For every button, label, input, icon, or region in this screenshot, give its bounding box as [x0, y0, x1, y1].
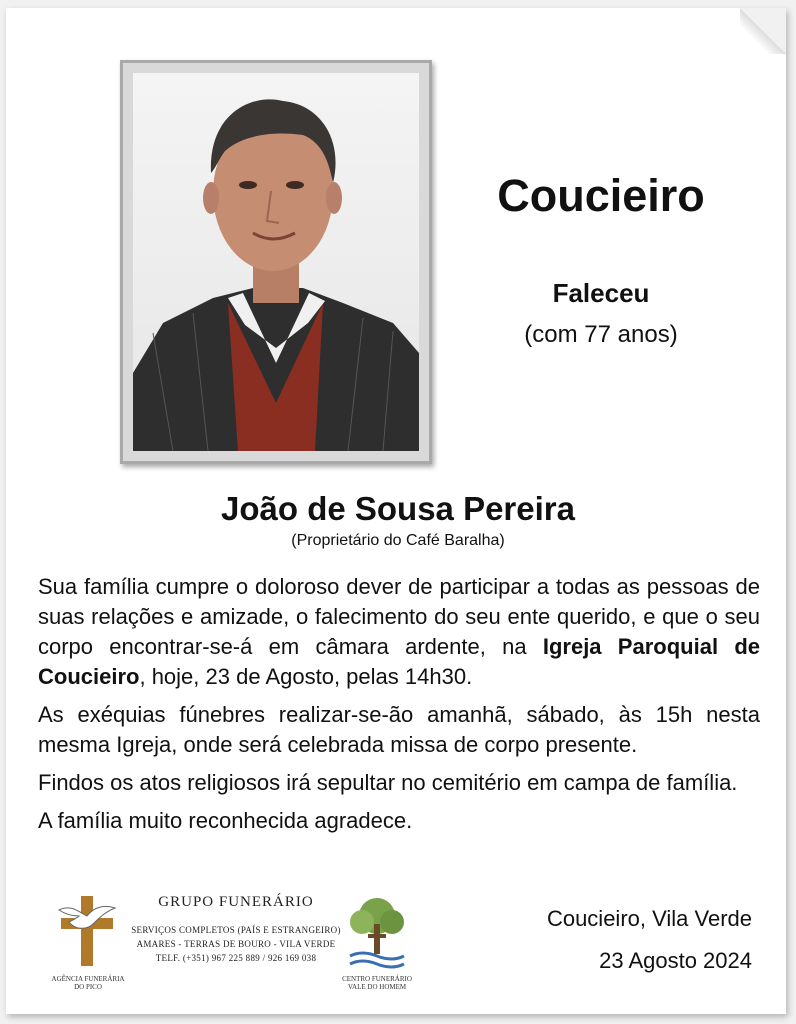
agency-logo-left [40, 890, 136, 991]
paragraph-1 [38, 572, 760, 692]
full-name: João de Sousa Pereira [221, 490, 575, 527]
group-locations: AMARES - TERRAS DE BOURO - VILA VERDE [136, 939, 336, 949]
obituary-card [6, 8, 786, 1014]
date-text: 23 Agosto 2024 [599, 948, 752, 973]
funeral-group-info [126, 894, 346, 965]
paragraph-2: As exéquias fúnebres realizar-se-ão amanhã, sábado, às 15h nesta mesma Igreja, onde será celebrada missa de corpo presente. [38, 702, 760, 757]
announcement-text [38, 572, 760, 844]
page-corner-fold [740, 8, 786, 54]
death-status: Faleceu [552, 278, 650, 308]
tree-icon [342, 894, 412, 970]
right-logo-caption-1: CENTRO FUNERÁRIO [342, 975, 412, 983]
paragraph-3: Findos os atos religiosos irá sepultar no cemitério em campa de família. [38, 770, 738, 795]
occupation-text: (Proprietário do Café Baralha) [291, 532, 505, 549]
paragraph-1-part-2: , hoje, 23 de Agosto, pelas 14h30. [139, 664, 473, 689]
cross-dove-icon [53, 890, 123, 970]
left-logo-caption-2: DO PICO [74, 983, 102, 991]
surname-heading: Coucieiro [497, 170, 705, 221]
agency-logo-right [332, 894, 422, 991]
paragraph-4: A família muito reconhecida agradece. [38, 808, 413, 833]
right-logo-caption-2: VALE DO HOMEM [347, 983, 407, 991]
place-text: Coucieiro, Vila Verde [546, 906, 752, 931]
age-text: (com 77 anos) [524, 321, 678, 348]
paragraph-1-part-1: Sua família cumpre o doloroso dever de participar a todas as pessoas de suas relações e amizade, o falecimento do seu ente querido, e que o seu corpo encontrar-se-á em câmara ardente, na [38, 574, 760, 659]
left-logo-caption-1: AGÊNCIA FUNERÁRIA [51, 975, 125, 983]
group-phone: TELF. (+351) 967 225 889 / 926 169 038 [155, 953, 317, 963]
portrait-frame [120, 60, 432, 464]
portrait-photo [133, 73, 419, 451]
church-name: Igreja Paroquial de Coucieiro [38, 634, 760, 689]
group-services: SERVIÇOS COMPLETOS (PAÍS E ESTRANGEIRO) [131, 925, 341, 935]
group-title: GRUPO FUNERÁRIO [158, 894, 314, 910]
